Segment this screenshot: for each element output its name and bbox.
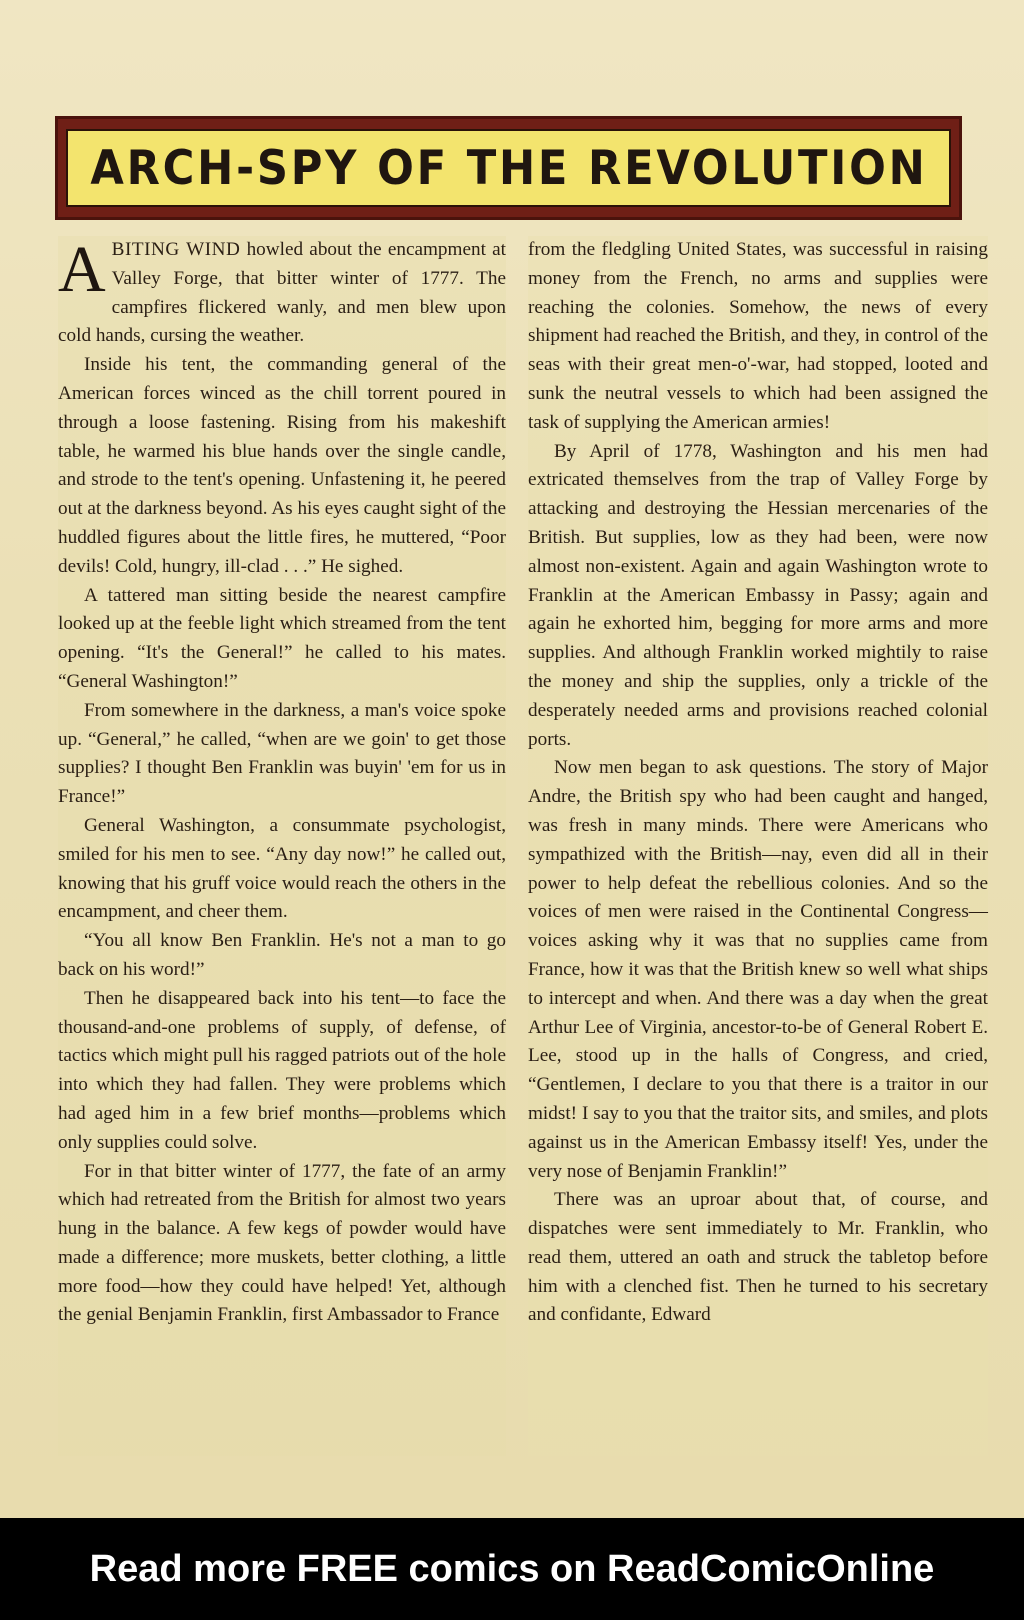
promo-footer-text[interactable]: Read more FREE comics on ReadComicOnline <box>89 1547 935 1590</box>
paragraph: from the fledgling United States, was successful in raising money from the French, no arms and supplies were reaching the colonies. Somehow, the news of every shipment had reached the British, and they, in control of the seas with their great men-o'-war, had stopped, looted and sunk the neutral vessels to which had been assigned the task of supplying the American armies! <box>528 239 988 433</box>
lead-caps: BITING WIND <box>111 239 241 260</box>
text-column-left <box>58 233 506 1456</box>
paragraph: Now men began to ask questions. The story of Major Andre, the British spy who had been caught and hanged, was fresh in many minds. There were Americans who sympathized with the British—nay, even did all in their power to help defeat the rebellious colonies. And so the voices of men were raised in the Continental Congress—voices asking why it was that no supplies came from France, how it was that the British knew so well what ships to intercept and when. And there was a day when the great Arthur Lee of Virginia, ancestor-to-be of General Robert E. Lee, stood up in the halls of Congress, and cried, “Gentlemen, I declare to you that there is a traitor in our midst! I say to you that the traitor sits, and smiles, and plots against us in the American Embassy itself! Yes, under the very nose of Benjamin Franklin!” <box>528 757 988 1182</box>
paragraph: There was an uproar about that, of course, and dispatches were sent immediately to Mr. Franklin, who read them, uttered an oath and struck the tabletop before him with a clenched fist. Then he turned to his secretary and confidante, Edward <box>528 1189 988 1326</box>
paragraph: For in that bitter winter of 1777, the fate of an army which had retreated from the British for almost two years hung in the balance. A few kegs of powder would have made a difference; more muskets, better clothing, a little more food—how they could have helped! Yet, although the genial Benjamin Franklin, first Ambassador to France <box>58 1160 506 1326</box>
paragraph: From somewhere in the darkness, a man's voice spoke up. “General,” he called, “when are we goin' to get those supplies? I thought Ben Franklin was buyin' 'em for us in France!” <box>58 699 506 808</box>
text-column-right <box>528 236 988 1456</box>
title-banner-inner <box>66 129 951 207</box>
paragraph: By April of 1778, Washington and his men had extricated themselves from the trap of Valley Forge by attacking and destroying the Hessian mercenaries of the British. But supplies, low as they had been, were now almost non-existent. Again and again Washington wrote to Franklin at the American Embassy in Passy; again and again he exhorted him, begging for more arms and more supplies. And although Franklin worked mightily to raise the money and ship the supplies, only a trickle of the desperately needed arms and provisions reached colonial ports. <box>528 440 988 750</box>
story-title: ARCH-SPY OF THE REVOLUTION <box>89 140 928 196</box>
paragraph: General Washington, a consummate psychologist, smiled for his men to see. “Any day now!” he called out, knowing that his gruff voice would reach the others in the encampment, and cheer them. <box>58 814 506 923</box>
paragraph: A tattered man sitting beside the nearest campfire looked up at the feeble light which streamed from the tent opening. “It's the General!” he called to his mates. “General Washington!” <box>58 584 506 692</box>
paragraph: Inside his tent, the commanding general of the American forces winced as the chill torrent poured in through a loose fastening. Rising from his makeshift table, he warmed his blue hands over the single candle, and strode to the tent's opening. Unfastening it, he peered out at the darkness beyond. As his eyes caught sight of the huddled figures about the little fires, he muttered, “Poor devils! Cold, hungry, ill-clad . . .” He sighed. <box>58 354 506 577</box>
paragraph <box>58 233 506 351</box>
title-banner <box>55 116 962 220</box>
drop-cap: A <box>58 233 106 306</box>
paragraph: “You all know Ben Franklin. He's not a man to go back on his word!” <box>58 930 506 980</box>
paragraph-text: howled about the encampment at Valley Forge, that bitter winter of 1777. The campfires flickered wanly, and men blew upon cold hands, cursing the weather. <box>58 239 506 347</box>
promo-footer-banner[interactable] <box>0 1518 1024 1620</box>
paragraph: Then he disappeared back into his tent—to face the thousand-and-one problems of supply, of defense, of tactics which might pull his ragged patriots out of the hole into which they had fallen. They were problems which had aged him in a few brief months—problems which only supplies could solve. <box>58 987 506 1153</box>
